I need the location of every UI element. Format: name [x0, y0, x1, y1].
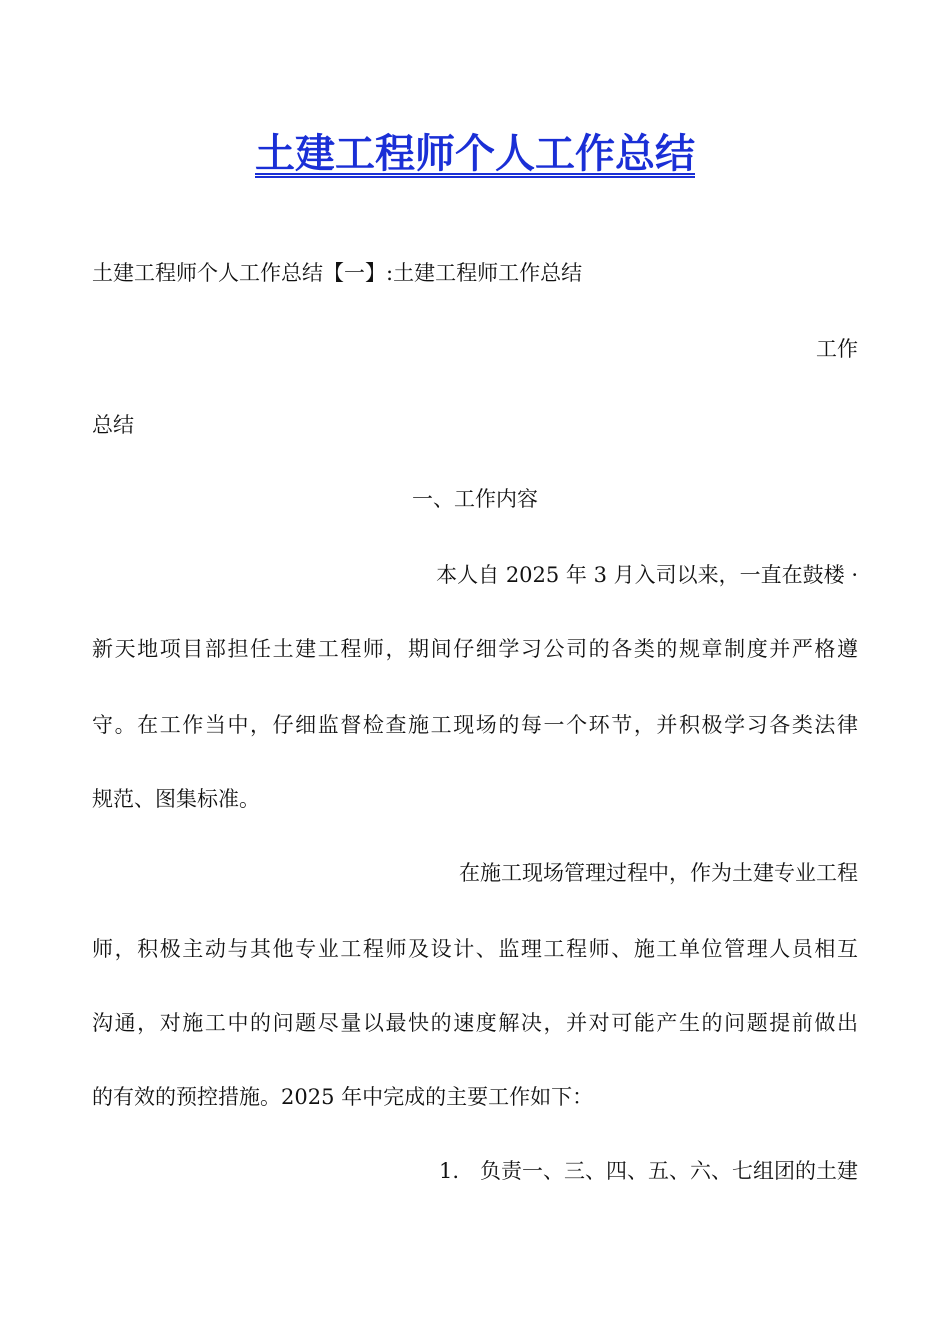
paragraph-line: 本人自 2025 年 3 月入司以来，一直在鼓楼 · — [436, 563, 858, 587]
paragraph-line: 的有效的预控措施。2025 年中完成的主要工作如下： — [92, 1085, 594, 1109]
paragraph-line: 沟通，对施工中的问题尽量以最快的速度解决，并对可能产生的问题提前做出 — [92, 1011, 858, 1035]
document-title-text: 土建工程师个人工作总结 — [255, 130, 695, 177]
paragraph-line: 在施工现场管理过程中，作为土建专业工程 — [459, 861, 858, 885]
subheading-work-content: 一、工作内容 — [412, 487, 538, 511]
text-line: 工作 — [816, 337, 858, 361]
list-item-line: 1. 负责一、三、四、五、六、七组团的土建 — [438, 1159, 858, 1183]
paragraph-line: 规范、图集标准。 — [92, 787, 260, 811]
section-heading-line: 土建工程师个人工作总结【一】:土建工程师工作总结 — [92, 261, 583, 285]
document-title — [0, 128, 950, 180]
paragraph-line: 新天地项目部担任土建工程师，期间仔细学习公司的各类的规章制度并严格遵 — [92, 637, 858, 661]
text-line: 总结 — [92, 413, 134, 437]
paragraph-line: 师，积极主动与其他专业工程师及设计、监理工程师、施工单位管理人员相互 — [92, 937, 858, 961]
paragraph-line: 守。在工作当中，仔细监督检查施工现场的每一个环节，并积极学习各类法律 — [92, 713, 858, 737]
